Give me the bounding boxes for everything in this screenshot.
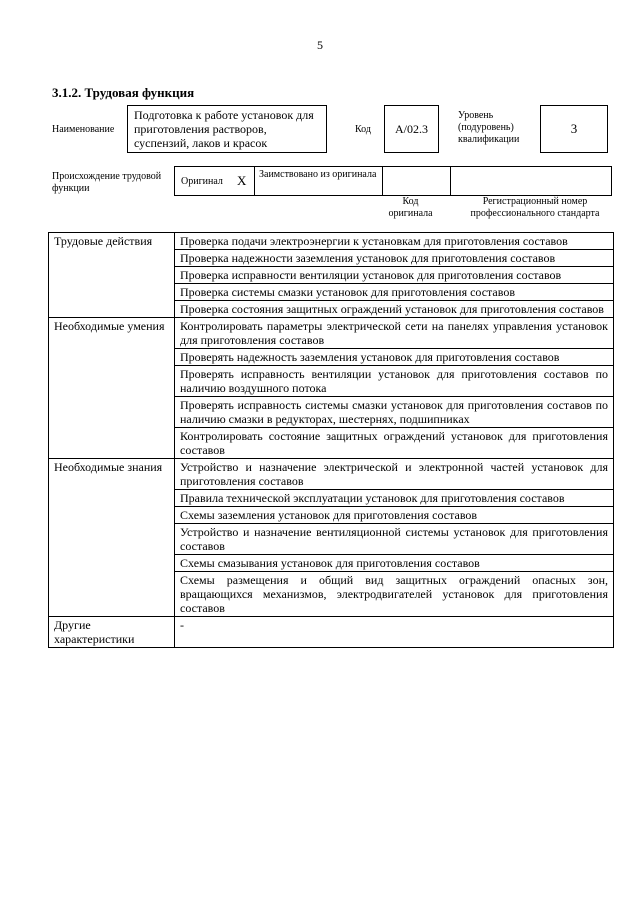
borrowed-label: Заимствовано из оригинала <box>259 169 377 180</box>
table-cell: Схемы смазывания установок для приготовления составов <box>175 555 614 572</box>
section-title: 3.1.2. Трудовая функция <box>52 85 195 100</box>
category-cell: Трудовые действия <box>49 233 175 318</box>
reg-number-label: Регистрационный номер профессионального стандарта <box>470 196 600 219</box>
code-original-label: Код оригинала <box>388 196 433 219</box>
table-cell: Проверка исправности вентиляции установок для приготовления составов <box>175 267 614 284</box>
table-cell: Проверять надежность заземления установок для приготовления составов <box>175 349 614 366</box>
table-row <box>49 318 614 349</box>
code-original-cell <box>383 167 451 195</box>
table-cell: Проверять исправность системы смазки установок для приготовления составов по наличию смазки в редукторах, шестернях, подшипниках <box>175 397 614 428</box>
table-cell: - <box>175 617 614 648</box>
table-cell: Проверять исправность вентиляции установок для приготовления составов по наличию воздушного потока <box>175 366 614 397</box>
level-box <box>540 105 608 153</box>
table-cell: Проверка подачи электроэнергии к установкам для приготовления составов <box>175 233 614 250</box>
level-value: 3 <box>570 121 578 136</box>
category-cell: Необходимые умения <box>49 318 175 459</box>
original-cell <box>175 167 255 195</box>
table-cell: Схемы заземления установок для приготовления составов <box>175 507 614 524</box>
table-cell: Контролировать состояние защитных ограждений установок для приготовления составов <box>175 428 614 459</box>
category-cell: Другие характеристики <box>49 617 175 648</box>
table-row <box>49 617 614 648</box>
table-cell: Проверка системы смазки установок для приготовления составов <box>175 284 614 301</box>
table-cell: Устройство и назначение вентиляционной системы установок для приготовления составов <box>175 524 614 555</box>
original-label: Оригинал <box>181 176 223 187</box>
function-name-box: Подготовка к работе установок для приготовления растворов, суспензий, лаков и красок <box>127 105 327 153</box>
origin-row <box>174 166 612 196</box>
code-value: А/02.3 <box>395 121 428 136</box>
function-table <box>48 232 614 648</box>
table-cell: Правила технической эксплуатации установок для приготовления составов <box>175 490 614 507</box>
original-mark: X <box>237 173 247 188</box>
page-number: 5 <box>317 38 323 52</box>
reg-number-cell <box>451 167 611 195</box>
code-label: Код <box>355 124 371 135</box>
borrowed-cell <box>255 167 383 195</box>
table-row <box>49 459 614 490</box>
table-row <box>49 233 614 250</box>
origin-label: Происхождение трудовой функции <box>52 171 162 194</box>
name-label: Наименование <box>52 124 115 135</box>
table-cell: Проверка надежности заземления установок для приготовления составов <box>175 250 614 267</box>
table-cell: Проверка состояния защитных ограждений установок для приготовления составов <box>175 301 614 318</box>
category-cell: Необходимые знания <box>49 459 175 617</box>
table-cell: Контролировать параметры электрической сети на панелях управления установок для приготовления составов <box>175 318 614 349</box>
function-table-body <box>49 233 614 648</box>
table-cell: Схемы размещения и общий вид защитных ограждений опасных зон, вращающихся механизмов, электродвигателей установок для приготовления составов <box>175 572 614 617</box>
code-box <box>384 105 439 153</box>
level-label: Уровень (подуровень) квалификации <box>458 110 520 145</box>
table-cell: Устройство и назначение электрической и электронной частей установок для приготовления составов <box>175 459 614 490</box>
